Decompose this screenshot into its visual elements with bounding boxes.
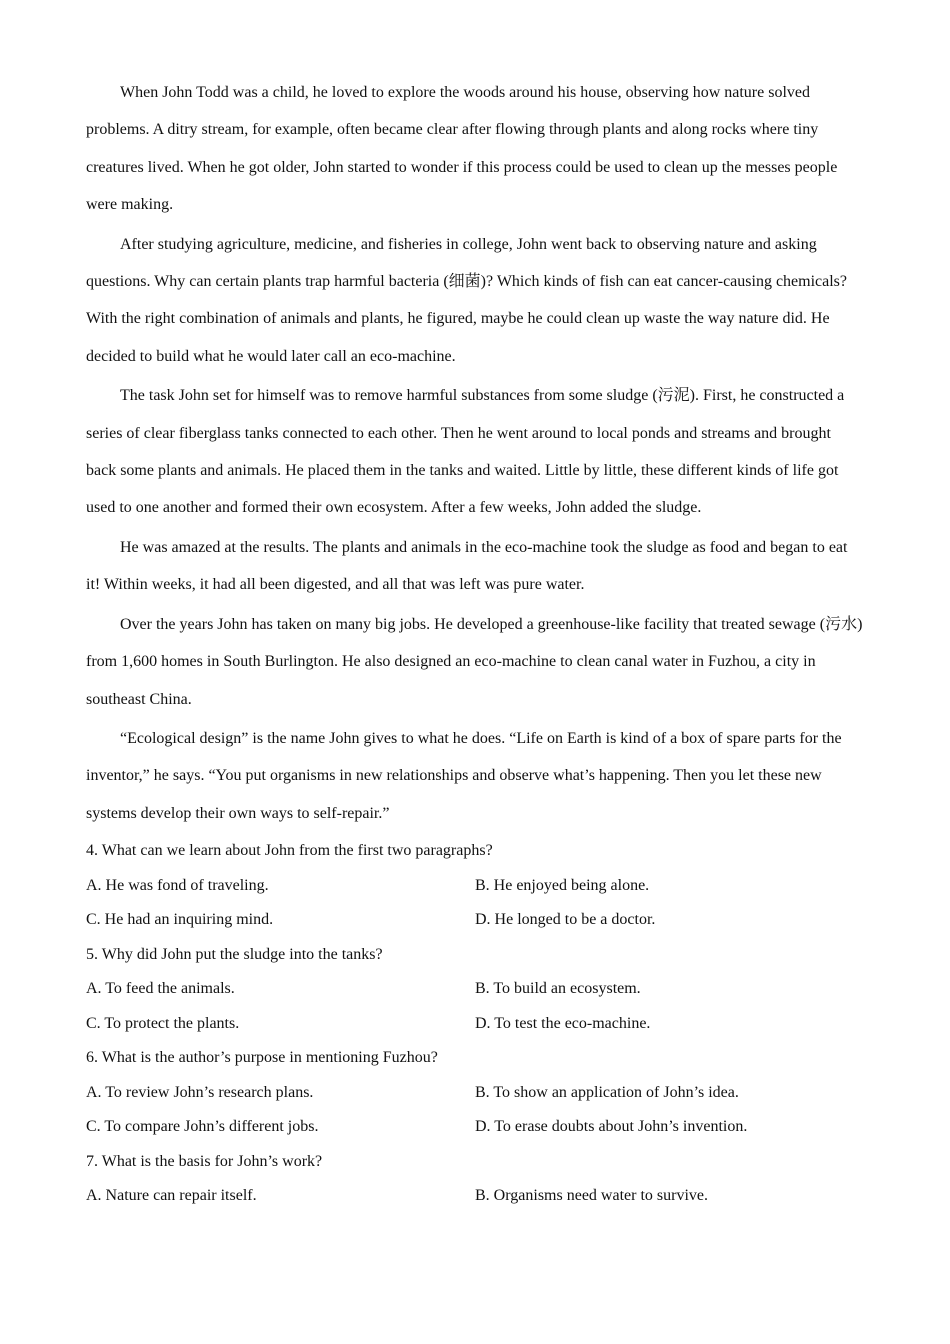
option-d: D. He longed to be a doctor. (475, 911, 656, 929)
option-row (86, 869, 864, 904)
option-d: D. To erase doubts about John’s invention. (475, 1118, 748, 1136)
option-a: A. To feed the animals. (86, 980, 235, 998)
option-row (86, 972, 864, 1007)
question-list (86, 834, 864, 1214)
option-c: C. To compare John’s different jobs. (86, 1118, 319, 1136)
reading-passage (86, 74, 864, 832)
option-row (86, 1110, 864, 1145)
question-stem: 5. Why did John put the sludge into the tanks? (86, 945, 383, 963)
option-b: B. Organisms need water to survive. (475, 1187, 708, 1205)
question-7 (86, 1145, 864, 1214)
passage-paragraph: “Ecological design” is the name John gives to what he does. “Life on Earth is kind of a box of spare parts for the inventor,” he says. “You put organisms in new relationships and observe what’s happening. Then you let these new systems develop their own ways to self-repair.” (86, 729, 842, 822)
option-row (86, 1179, 864, 1214)
passage-paragraph: The task John set for himself was to remove harmful substances from some sludge (污泥). First, he constructed a series of clear fiberglass tanks connected to each other. Then he went around to local ponds and streams and brought back some plants and animals. He placed them in the tanks and waited. Little by little, these different kinds of life got used to one another and formed their own ecosystem. After a few weeks, John added the sludge. (86, 387, 845, 517)
option-b: B. He enjoyed being alone. (475, 876, 650, 894)
passage-paragraph: When John Todd was a child, he loved to explore the woods around his house, observing how nature solved problems. A ditry stream, for example, often became clear after flowing through plants and along rocks where tiny creatures lived. When he got older, John started to wonder if this process could be used to clean up the messes people were making. (86, 84, 838, 214)
option-b: B. To build an ecosystem. (475, 980, 641, 998)
option-row (86, 1007, 864, 1042)
option-c: C. He had an inquiring mind. (86, 911, 274, 929)
question-5 (86, 938, 864, 1042)
passage-paragraph: After studying agriculture, medicine, and fisheries in college, John went back to observing nature and asking questions. Why can certain plants trap harmful bacteria (细菌)? Which kinds of fish can eat cancer-causing chemicals? With the right combination of animals and plants, he figured, maybe he could clean up waste the way nature did. He decided to build what he would later call an eco-machine. (86, 235, 848, 365)
option-c: C. To protect the plants. (86, 1014, 240, 1032)
option-d: D. To test the eco-machine. (475, 1014, 651, 1032)
option-a: A. To review John’s research plans. (86, 1083, 314, 1101)
question-6 (86, 1041, 864, 1145)
passage-paragraph: He was amazed at the results. The plants and animals in the eco-machine took the sludge as food and began to eat it! Within weeks, it had all been digested, and all that was left was pure water. (86, 538, 848, 594)
question-stem: 4. What can we learn about John from the first two paragraphs? (86, 842, 493, 860)
question-stem: 7. What is the basis for John’s work? (86, 1152, 323, 1170)
question-4 (86, 834, 864, 938)
option-a: A. He was fond of traveling. (86, 876, 269, 894)
option-row (86, 1076, 864, 1111)
question-stem: 6. What is the author’s purpose in mentioning Fuzhou? (86, 1049, 438, 1067)
option-b: B. To show an application of John’s idea. (475, 1083, 739, 1101)
option-row (86, 903, 864, 938)
option-a: A. Nature can repair itself. (86, 1187, 257, 1205)
passage-paragraph: Over the years John has taken on many big jobs. He developed a greenhouse-like facility that treated sewage (污水) from 1,600 homes in South Burlington. He also designed an eco-machine to clean canal water in Fuzhou, a city in southeast China. (86, 615, 863, 708)
document-page (86, 74, 864, 1214)
